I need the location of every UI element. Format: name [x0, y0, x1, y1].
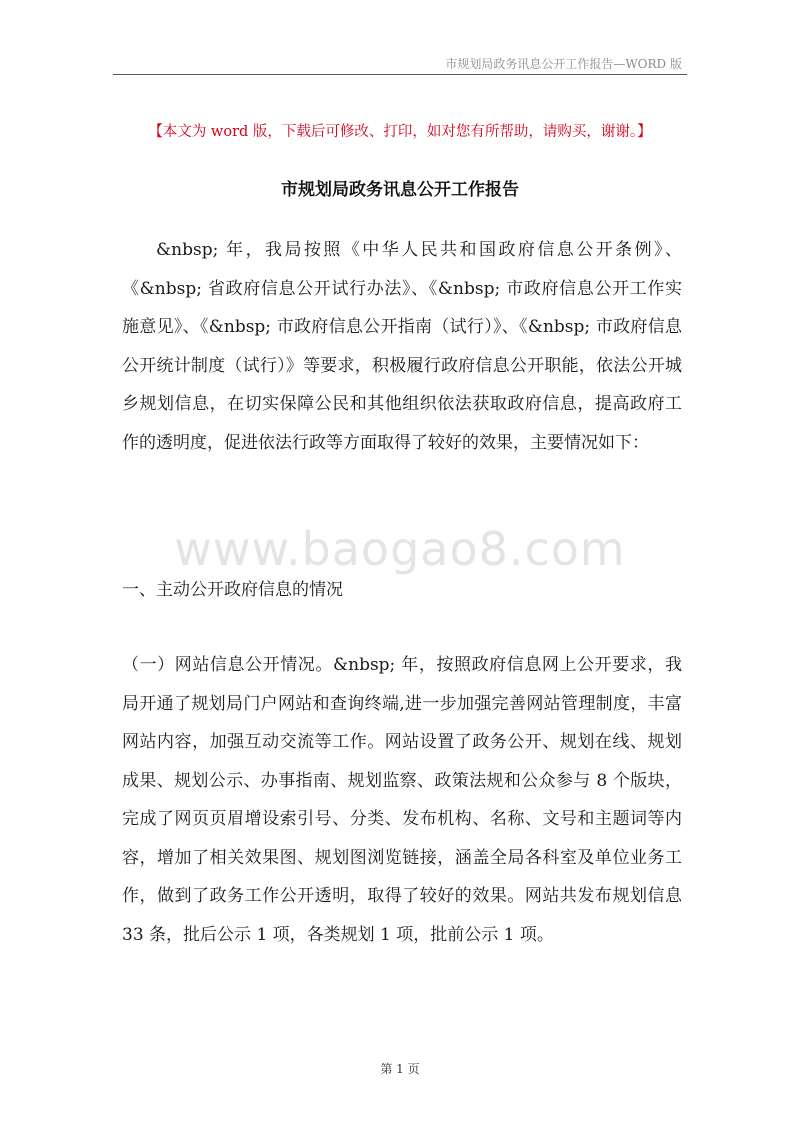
document-title: 市规划局政务讯息公开工作报告 — [281, 180, 519, 200]
page-number: 第 1 页 — [380, 1062, 420, 1076]
page-header: 市规划局政务讯息公开工作报告—WORD 版 — [445, 57, 682, 71]
watermark: www.baogao8.com — [174, 522, 626, 576]
header-rule — [113, 74, 687, 75]
website-disclosure-paragraph: （一）网站信息公开情况。&nbsp; 年，按照政府信息网上公开要求，我局开通了规划局门户网站和查询终端,进一步加强完善网站管理制度，丰富网站内容，加强互动交流等工作。网站设置了政务公开、规划在线、规划成果、规划公示、办事指南、规划监察、政策法规和公众参与 8 个版块，完成了网页页眉增设索引号、分类、发布机构、名称、文号和主题词等内容，增加了相关效果图、规划图浏览链接，涵盖全局各科室及单位业务工作，做到了政务工作公开透明，取得了较好的效果。网站共发布规划信息 33 条，批后公示 1 项，各类规划 1 项，批前公示 1 项。 — [122, 655, 682, 945]
section-heading: 一、主动公开政府信息的情况 — [122, 580, 343, 600]
intro-paragraph: &nbsp; 年，我局按照《中华人民共和国政府信息公开条例》、《&nbsp; 省政府信息公开试行办法》、《&nbsp; 市政府信息公开工作实施意见》、《&nbsp; 市政府信息公开指南（试行）》、《&nbsp; 市政府信息公开统计制度（试行）》等要求，积极履行政府信息公开职能，依法公开城乡规划信息，在切实保障公民和其他组织依法获取政府信息，提高政府工作的透明度，促进依法行政等方面取得了较好的效果，主要情况如下： — [122, 240, 682, 453]
download-notice: 【本文为 word 版，下载后可修改、打印，如对您有所帮助，请购买，谢谢。】 — [148, 124, 652, 140]
